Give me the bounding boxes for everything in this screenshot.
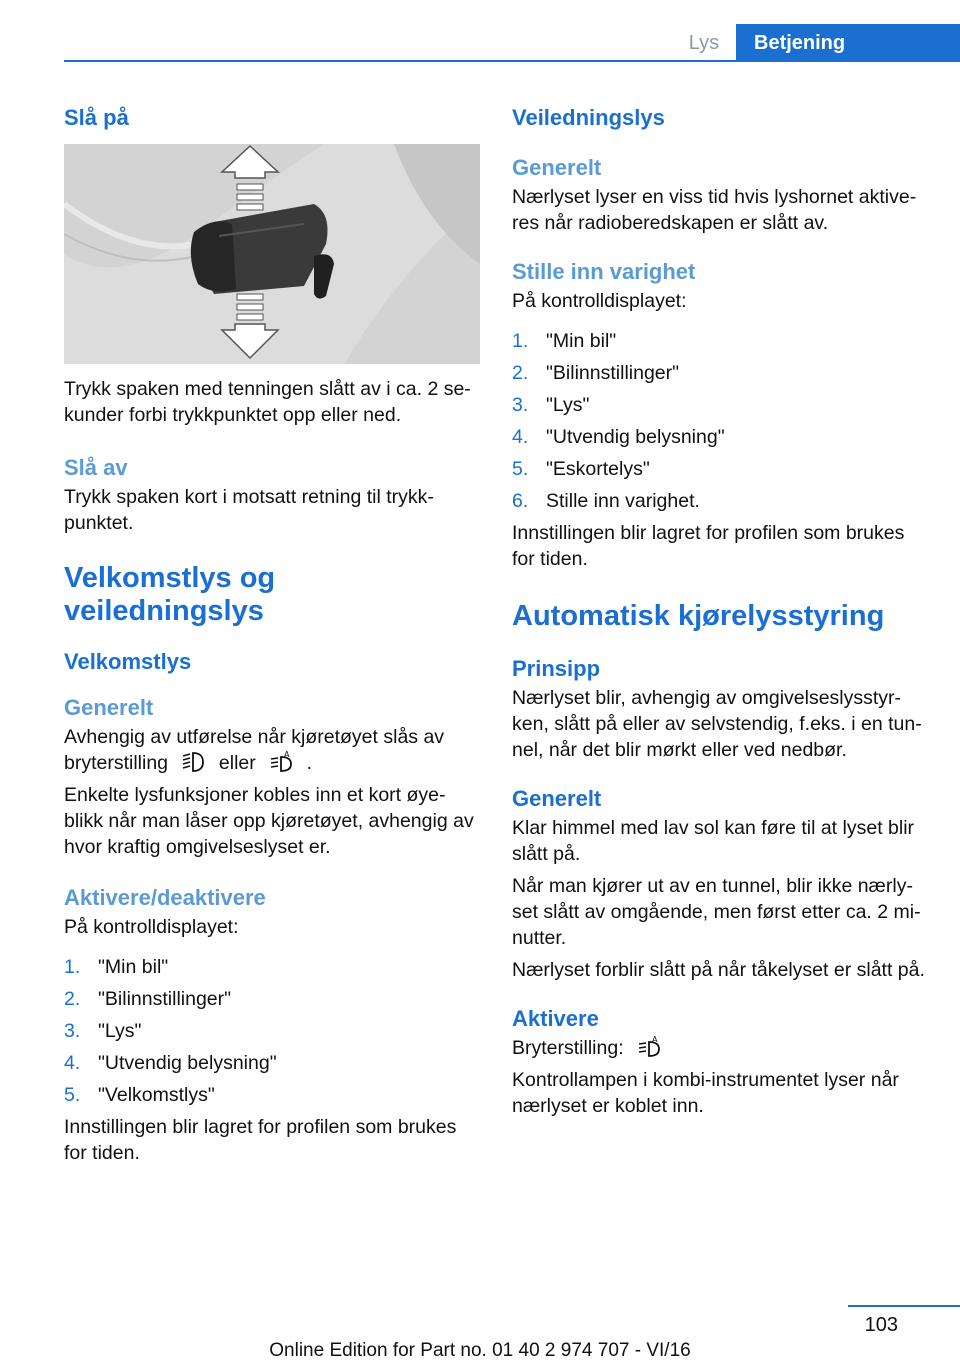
section-title-general-guide: Generelt bbox=[512, 155, 602, 180]
subtitle-welcome-light: Velkomstlys bbox=[64, 649, 192, 674]
svg-text:A: A bbox=[652, 1036, 658, 1044]
turn-on-text: Trykk spaken med tenningen slått av i ca. 2 se-kunder forbi trykkpunktet opp eller ned. bbox=[64, 378, 471, 426]
auto-general-text-2: Når man kjører ut av en tunnel, blir ikke nærly-set slått av omgående, men først etter ca. 2 mi-nutter. bbox=[512, 875, 921, 949]
set-duration-outro: Innstillingen blir lagret for profilen som brukes for tiden. bbox=[512, 522, 905, 570]
principle-text: Nærlyset blir, avhengig av omgivelseslysstyr-ken, slått på eller av selvstendig, f.eks. i en tun-nel, når det blir mørkt eller ved nedbør. bbox=[512, 687, 922, 761]
turn-off-text: Trykk spaken kort i motsatt retning til trykk-punktet. bbox=[64, 486, 434, 534]
stalk-illustration bbox=[64, 144, 480, 364]
list-item: 2. "Bilinnstillinger" bbox=[512, 362, 680, 384]
section-title-general-auto: Generelt bbox=[512, 786, 602, 811]
activate-text-2: Kontrollampen i kombi-instrumentet lyser når nærlyset er koblet inn. bbox=[512, 1069, 899, 1117]
automatic-headlight-icon bbox=[269, 751, 293, 773]
section-title-general: Generelt bbox=[64, 695, 154, 720]
header-section-label: Lys bbox=[688, 31, 720, 54]
list-item: 4. "Utvendig belysning" bbox=[512, 426, 725, 448]
section-title-activate: Aktivere bbox=[512, 1006, 599, 1031]
svg-text:A: A bbox=[284, 751, 290, 759]
page-number: 103 bbox=[864, 1314, 898, 1336]
list-item: 5. "Eskortelys" bbox=[512, 458, 650, 480]
activate-text bbox=[512, 1035, 928, 1061]
automatic-headlight-icon bbox=[637, 1036, 661, 1058]
auto-general-text-1: Klar himmel med lav sol kan føre til at lyset blir slått på. bbox=[512, 817, 915, 865]
general-text-or: eller bbox=[218, 752, 256, 774]
list-item: 1. "Min bil" bbox=[512, 330, 617, 352]
activate-text-start: Bryterstilling: bbox=[512, 1037, 624, 1059]
activate-intro: På kontrolldisplayet: bbox=[64, 916, 239, 938]
list-item: 3. "Lys" bbox=[64, 1020, 142, 1042]
list-item: 3. "Lys" bbox=[512, 394, 590, 416]
low-beam-headlight-icon bbox=[181, 751, 205, 773]
set-duration-intro: På kontrolldisplayet: bbox=[512, 290, 687, 312]
general-text-end: . bbox=[306, 752, 313, 774]
stalk-illustration-drawing bbox=[64, 144, 480, 364]
general-text bbox=[64, 724, 480, 776]
main-title-welcome-guide-light: Velkomstlys og veiledningslys bbox=[64, 562, 276, 627]
auto-general-text-3: Nærlyset forblir slått på når tåkelyset er slått på. bbox=[512, 959, 925, 981]
main-title-automatic-headlight-control: Automatisk kjørelysstyring bbox=[512, 600, 885, 632]
section-title-set-duration: Stille inn varighet bbox=[512, 259, 696, 284]
footer-rule bbox=[848, 1305, 960, 1307]
right-column bbox=[512, 98, 928, 1119]
guide-light-steps-list bbox=[512, 328, 928, 514]
guide-general-text: Nærlyset lyser en viss tid hvis lyshornet aktive-res når radioberedskapen er slått av. bbox=[512, 186, 917, 234]
section-title-activate-deactivate: Aktivere/deaktivere bbox=[64, 885, 266, 910]
activate-outro: Innstillingen blir lagret for profilen som brukes for tiden. bbox=[64, 1116, 457, 1164]
section-title-turn-on: Slå på bbox=[64, 105, 129, 130]
list-item: 4. "Utvendig belysning" bbox=[64, 1052, 277, 1074]
general-text-start: Avhengig av utførelse når kjøretøyet slås av bryterstilling bbox=[64, 726, 445, 774]
header-rule bbox=[64, 60, 960, 62]
list-item: 6. Stille inn varighet. bbox=[512, 490, 700, 512]
section-title-principle: Prinsipp bbox=[512, 656, 601, 681]
list-item: 1. "Min bil" bbox=[64, 956, 169, 978]
list-item: 5. "Velkomstlys" bbox=[64, 1084, 215, 1106]
list-item: 2. "Bilinnstillinger" bbox=[64, 988, 232, 1010]
header-chapter-tab: Betjening bbox=[736, 24, 960, 62]
section-title-guide-light: Veiledningslys bbox=[512, 105, 665, 130]
edition-line: Online Edition for Part no. 01 40 2 974 707 - VI/16 bbox=[269, 1340, 691, 1361]
left-column bbox=[64, 98, 480, 1166]
welcome-light-steps-list bbox=[64, 954, 480, 1108]
general-text-2: Enkelte lysfunksjoner kobles inn et kort øye-blikk når man låser opp kjøretøyet, avhengig av hvor kraftig omgivelseslyset er. bbox=[64, 784, 474, 858]
section-title-turn-off: Slå av bbox=[64, 455, 128, 480]
